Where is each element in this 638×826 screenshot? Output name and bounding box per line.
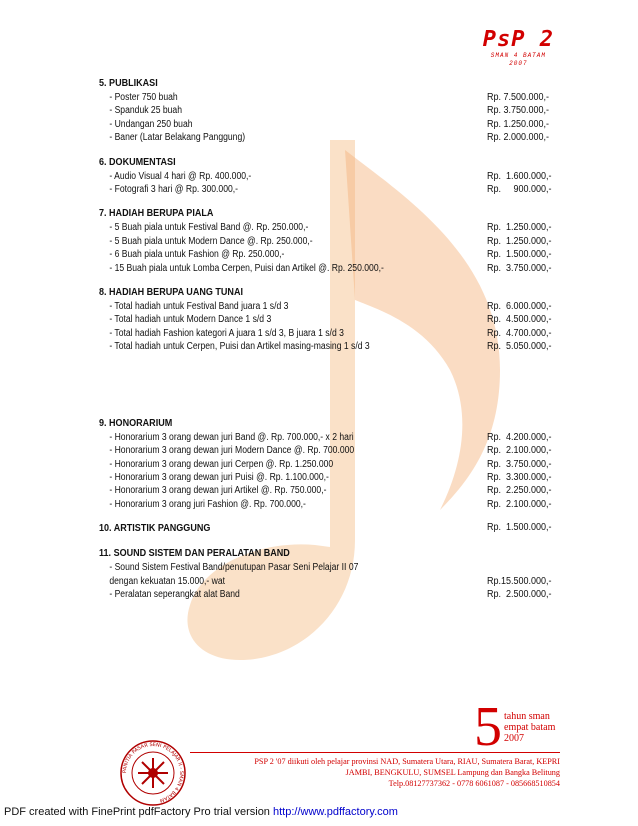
section-heading: 11. SOUND SISTEM DAN PERALATAN BAND — [99, 547, 290, 560]
budget-item-row — [99, 118, 559, 131]
budget-item-row — [99, 327, 559, 340]
item-amount: Rp. 5.050.000,- — [487, 341, 552, 353]
budget-item-row — [99, 458, 559, 471]
item-amount: Rp. 1.250.000,- — [487, 235, 552, 247]
budget-section — [99, 76, 559, 145]
section-heading: 5. PUBLIKASI — [99, 77, 158, 89]
pdf-creator-note — [4, 806, 398, 818]
item-description: - Honorarium 3 orang dewan juri Cerpen @. Rp. 1.250.000 — [109, 458, 334, 470]
item-description: - Baner (Latar Belakang Panggung) — [109, 132, 246, 144]
committee-stamp-seal — [118, 738, 188, 808]
budget-list — [99, 76, 559, 611]
item-amount: Rp. 1.250.000,- — [487, 222, 552, 234]
budget-item-row — [99, 248, 559, 261]
anniversary-line-2: empat batam — [504, 721, 556, 733]
item-description: - Honorarium 3 orang dewan juri Modern Dance @. Rp. 700.000 — [109, 445, 355, 457]
item-description: - Sound Sistem Festival Band/penutupan Pasar Seni Pelajar II 07 — [109, 562, 359, 574]
anniversary-line-1: tahun sman — [504, 710, 550, 722]
anniversary-line-3: 2007 — [504, 732, 524, 744]
item-description: - Audio Visual 4 hari @ Rp. 400.000,- — [109, 170, 252, 182]
item-description: - 5 Buah piala untuk Festival Band @. Rp. 250.000,- — [109, 222, 309, 234]
section-heading: 8. HADIAH BERUPA UANG TUNAI — [99, 286, 243, 299]
budget-item-row — [99, 340, 559, 353]
budget-item-row — [99, 170, 559, 183]
item-description: - 6 Buah piala untuk Fashion @ Rp. 250.000,- — [109, 249, 285, 261]
anniversary-number: 5 — [474, 696, 502, 758]
budget-section — [99, 521, 559, 536]
item-amount: Rp. 4.200.000,- — [487, 431, 552, 443]
item-description: dengan kekuatan 15.000,- wat — [109, 575, 226, 587]
pdffactory-link[interactable]: http://www.pdffactory.com — [272, 806, 398, 818]
item-description: - Total hadiah untuk Festival Band juara 1 s/d 3 — [109, 301, 289, 313]
item-amount: Rp. 4.700.000,- — [487, 327, 552, 339]
budget-section — [99, 285, 559, 354]
budget-item-row — [99, 471, 559, 484]
brand-subtitle-year: 2007 — [509, 60, 528, 67]
footer-line-2: JAMBI, BENGKULU, SUMSEL Lampung dan Bangka Belitung — [345, 768, 560, 777]
anniversary-badge — [474, 696, 556, 758]
item-description: - Fotografi 3 hari @ Rp. 300.000,- — [109, 184, 239, 196]
item-description: - Honorarium 3 orang dewan juri Artikel @. Rp. 750.000,- — [109, 485, 327, 497]
item-amount: Rp. 1.600.000,- — [487, 170, 552, 182]
budget-section — [99, 416, 559, 511]
budget-item-row — [99, 498, 559, 511]
section-amount: Rp. 1.500.000,- — [487, 522, 552, 534]
item-description: - Honorarium 3 orang dewan juri Puisi @. Rp. 1.100.000,- — [109, 471, 329, 483]
budget-item-row — [99, 104, 559, 117]
item-amount — [487, 561, 552, 574]
item-amount: Rp. 3.300.000,- — [487, 471, 552, 483]
budget-item-row — [99, 575, 559, 588]
item-amount: Rp. 7.500.000,- — [487, 92, 550, 103]
item-description: - 15 Buah piala untuk Lomba Cerpen, Puisi dan Artikel @. Rp. 250.000,- — [109, 262, 384, 274]
budget-item-row — [99, 588, 559, 601]
item-amount: Rp. 2.000.000,- — [487, 132, 550, 144]
brand-title: PsP 2 — [482, 27, 554, 52]
footer-line-1: PSP 2 '07 diikuti oleh pelajar provinsi NAD, Sumatera Utara, RIAU, Sumatera Barat, KEPRI — [254, 757, 560, 766]
budget-section — [99, 206, 559, 275]
item-description: - Total hadiah untuk Cerpen, Puisi dan Artikel masing-masing 1 s/d 3 — [109, 341, 370, 353]
footer-line-3: Telp.08127737362 - 0778 6061087 - 085668510854 — [388, 779, 560, 788]
budget-item-row — [99, 444, 559, 457]
section-heading: 6. DOKUMENTASI — [99, 155, 176, 168]
item-amount: Rp. 3.750.000,- — [487, 458, 552, 470]
item-description: - Undangan 250 buah — [109, 118, 193, 130]
item-amount: Rp. 2.100.000,- — [487, 498, 552, 510]
budget-item-row — [99, 131, 559, 144]
stamp-ring-text: PANITIA PASAR SENI PELAJAR II - SMAN 4 BATAM — [121, 741, 185, 804]
budget-item-row — [99, 262, 559, 275]
item-amount: Rp. 1.500.000,- — [487, 249, 552, 261]
item-amount: Rp. 900.000,- — [487, 184, 552, 196]
budget-item-row — [99, 183, 559, 196]
item-description: - Honorarium 3 orang juri Fashion @. Rp. 700.000,- — [109, 498, 306, 510]
footer-divider — [190, 752, 560, 753]
item-amount: Rp. 2.500.000,- — [487, 588, 552, 600]
budget-item-row — [99, 484, 559, 497]
budget-item-row — [99, 561, 559, 574]
section-heading: 7. HADIAH BERUPA PIALA — [99, 207, 214, 220]
section-heading: 9. HONORARIUM — [99, 416, 173, 429]
budget-item-row — [99, 313, 559, 326]
budget-section — [99, 155, 559, 197]
budget-item-row — [99, 300, 559, 313]
budget-item-row — [99, 221, 559, 234]
pdf-note-text: PDF created with FinePrint pdfFactory Pro trial version — [4, 806, 273, 818]
budget-item-row — [99, 91, 559, 104]
item-amount: Rp. 2.100.000,- — [487, 445, 552, 457]
item-amount: Rp. 3.750.000,- — [487, 262, 552, 274]
item-description: - Total hadiah Fashion kategori A juara 1 s/d 3, B juara 1 s/d 3 — [109, 327, 344, 339]
item-amount: Rp. 6.000.000,- — [487, 301, 552, 313]
item-amount: Rp. 4.500.000,- — [487, 314, 552, 326]
brand-subtitle-school: SMAN 4 BATAM — [490, 52, 546, 59]
item-amount: Rp. 1.250.000,- — [487, 118, 550, 130]
budget-item-row — [99, 431, 559, 444]
budget-item-row — [99, 235, 559, 248]
item-amount: Rp. 2.250.000,- — [487, 485, 552, 497]
item-description: - Peralatan seperangkat alat Band — [109, 588, 240, 600]
item-description: - 5 Buah piala untuk Modern Dance @. Rp. 250.000,- — [109, 235, 313, 247]
item-description: - Poster 750 buah — [109, 92, 178, 103]
footer-info — [190, 756, 560, 789]
brand-logo — [483, 28, 554, 68]
item-description: - Total hadiah untuk Modern Dance 1 s/d 3 — [109, 314, 272, 326]
item-amount: Rp. 3.750.000,- — [487, 105, 550, 117]
item-amount: Rp.15.500.000,- — [487, 575, 552, 587]
item-description: - Spanduk 25 buah — [109, 105, 183, 117]
budget-section — [99, 546, 559, 601]
section-heading: 10. ARTISTIK PANGGUNG — [99, 522, 211, 535]
item-description: - Honorarium 3 orang dewan juri Band @. Rp. 700.000,- x 2 hari — [109, 431, 354, 443]
